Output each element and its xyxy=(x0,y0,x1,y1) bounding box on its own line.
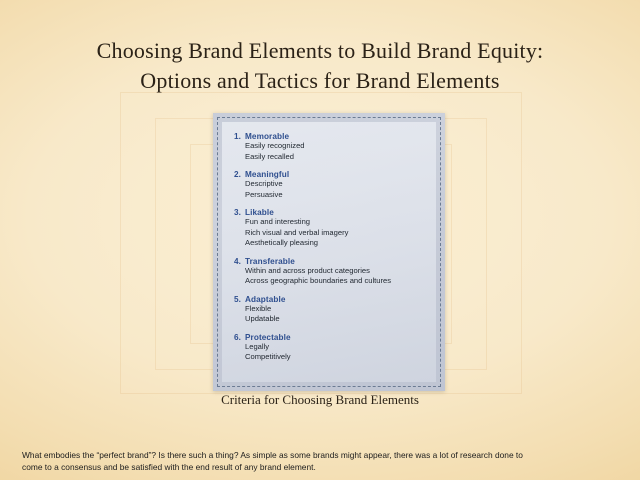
list-item xyxy=(234,170,426,200)
criterion-number: 3. xyxy=(234,208,242,217)
criterion-name: Meaningful xyxy=(245,170,290,179)
criterion-number: 2. xyxy=(234,170,242,179)
list-item xyxy=(234,132,426,162)
criterion-point: Rich visual and verbal imagery xyxy=(245,227,349,237)
criterion-heading xyxy=(234,295,426,304)
criterion-point: Updatable xyxy=(245,314,280,323)
criterion-name: Transferable xyxy=(245,256,295,266)
criterion-heading xyxy=(234,208,426,217)
title-line-1: Choosing Brand Elements to Build Brand Equity: xyxy=(96,38,544,63)
criterion-point: Competitively xyxy=(245,352,291,361)
criterion-point: Descriptive xyxy=(245,179,283,188)
criterion-point: Legally xyxy=(245,341,270,351)
criterion-point: Aesthetically pleasing xyxy=(245,238,319,247)
criterion-name: Adaptable xyxy=(245,294,286,304)
criterion-heading xyxy=(234,132,426,141)
criterion-number: 4. xyxy=(234,256,242,266)
criterion-point: Flexible xyxy=(245,303,272,313)
criterion-heading xyxy=(234,257,426,266)
criterion-name: Protectable xyxy=(245,332,291,342)
criterion-point: Persuasive xyxy=(245,189,283,199)
criterion-point: Across geographic boundaries and cultures xyxy=(245,276,392,285)
list-item xyxy=(234,295,426,325)
list-item xyxy=(234,257,426,287)
criterion-name: Memorable xyxy=(245,132,290,141)
title-line-2: Options and Tactics for Brand Elements xyxy=(140,68,500,93)
criterion-number: 1. xyxy=(234,132,242,141)
criterion-heading xyxy=(234,333,426,342)
criterion-point: Easily recalled xyxy=(245,151,294,161)
slide-notes-line-2: come to a consensus and be satisfied with the end result of any brand element. xyxy=(22,462,316,472)
exhibit-image xyxy=(213,113,445,391)
criterion-number: 5. xyxy=(234,294,242,304)
criterion-point: Easily recognized xyxy=(245,141,305,150)
criteria-list xyxy=(222,122,436,382)
criterion-number: 6. xyxy=(234,332,242,342)
criterion-heading xyxy=(234,170,426,179)
exhibit-caption: Criteria for Choosing Brand Elements xyxy=(221,392,419,407)
slide-notes xyxy=(22,449,622,473)
criterion-name: Likable xyxy=(245,208,274,217)
slide-notes-line-1: What embodies the “perfect brand”? Is there such a thing? As simple as some brands might appear, there was a lot of research done to xyxy=(22,450,523,460)
page-title xyxy=(40,36,600,96)
criterion-point: Fun and interesting xyxy=(245,217,311,226)
criterion-point: Within and across product categories xyxy=(245,265,370,275)
list-item xyxy=(234,333,426,363)
list-item xyxy=(234,208,426,249)
